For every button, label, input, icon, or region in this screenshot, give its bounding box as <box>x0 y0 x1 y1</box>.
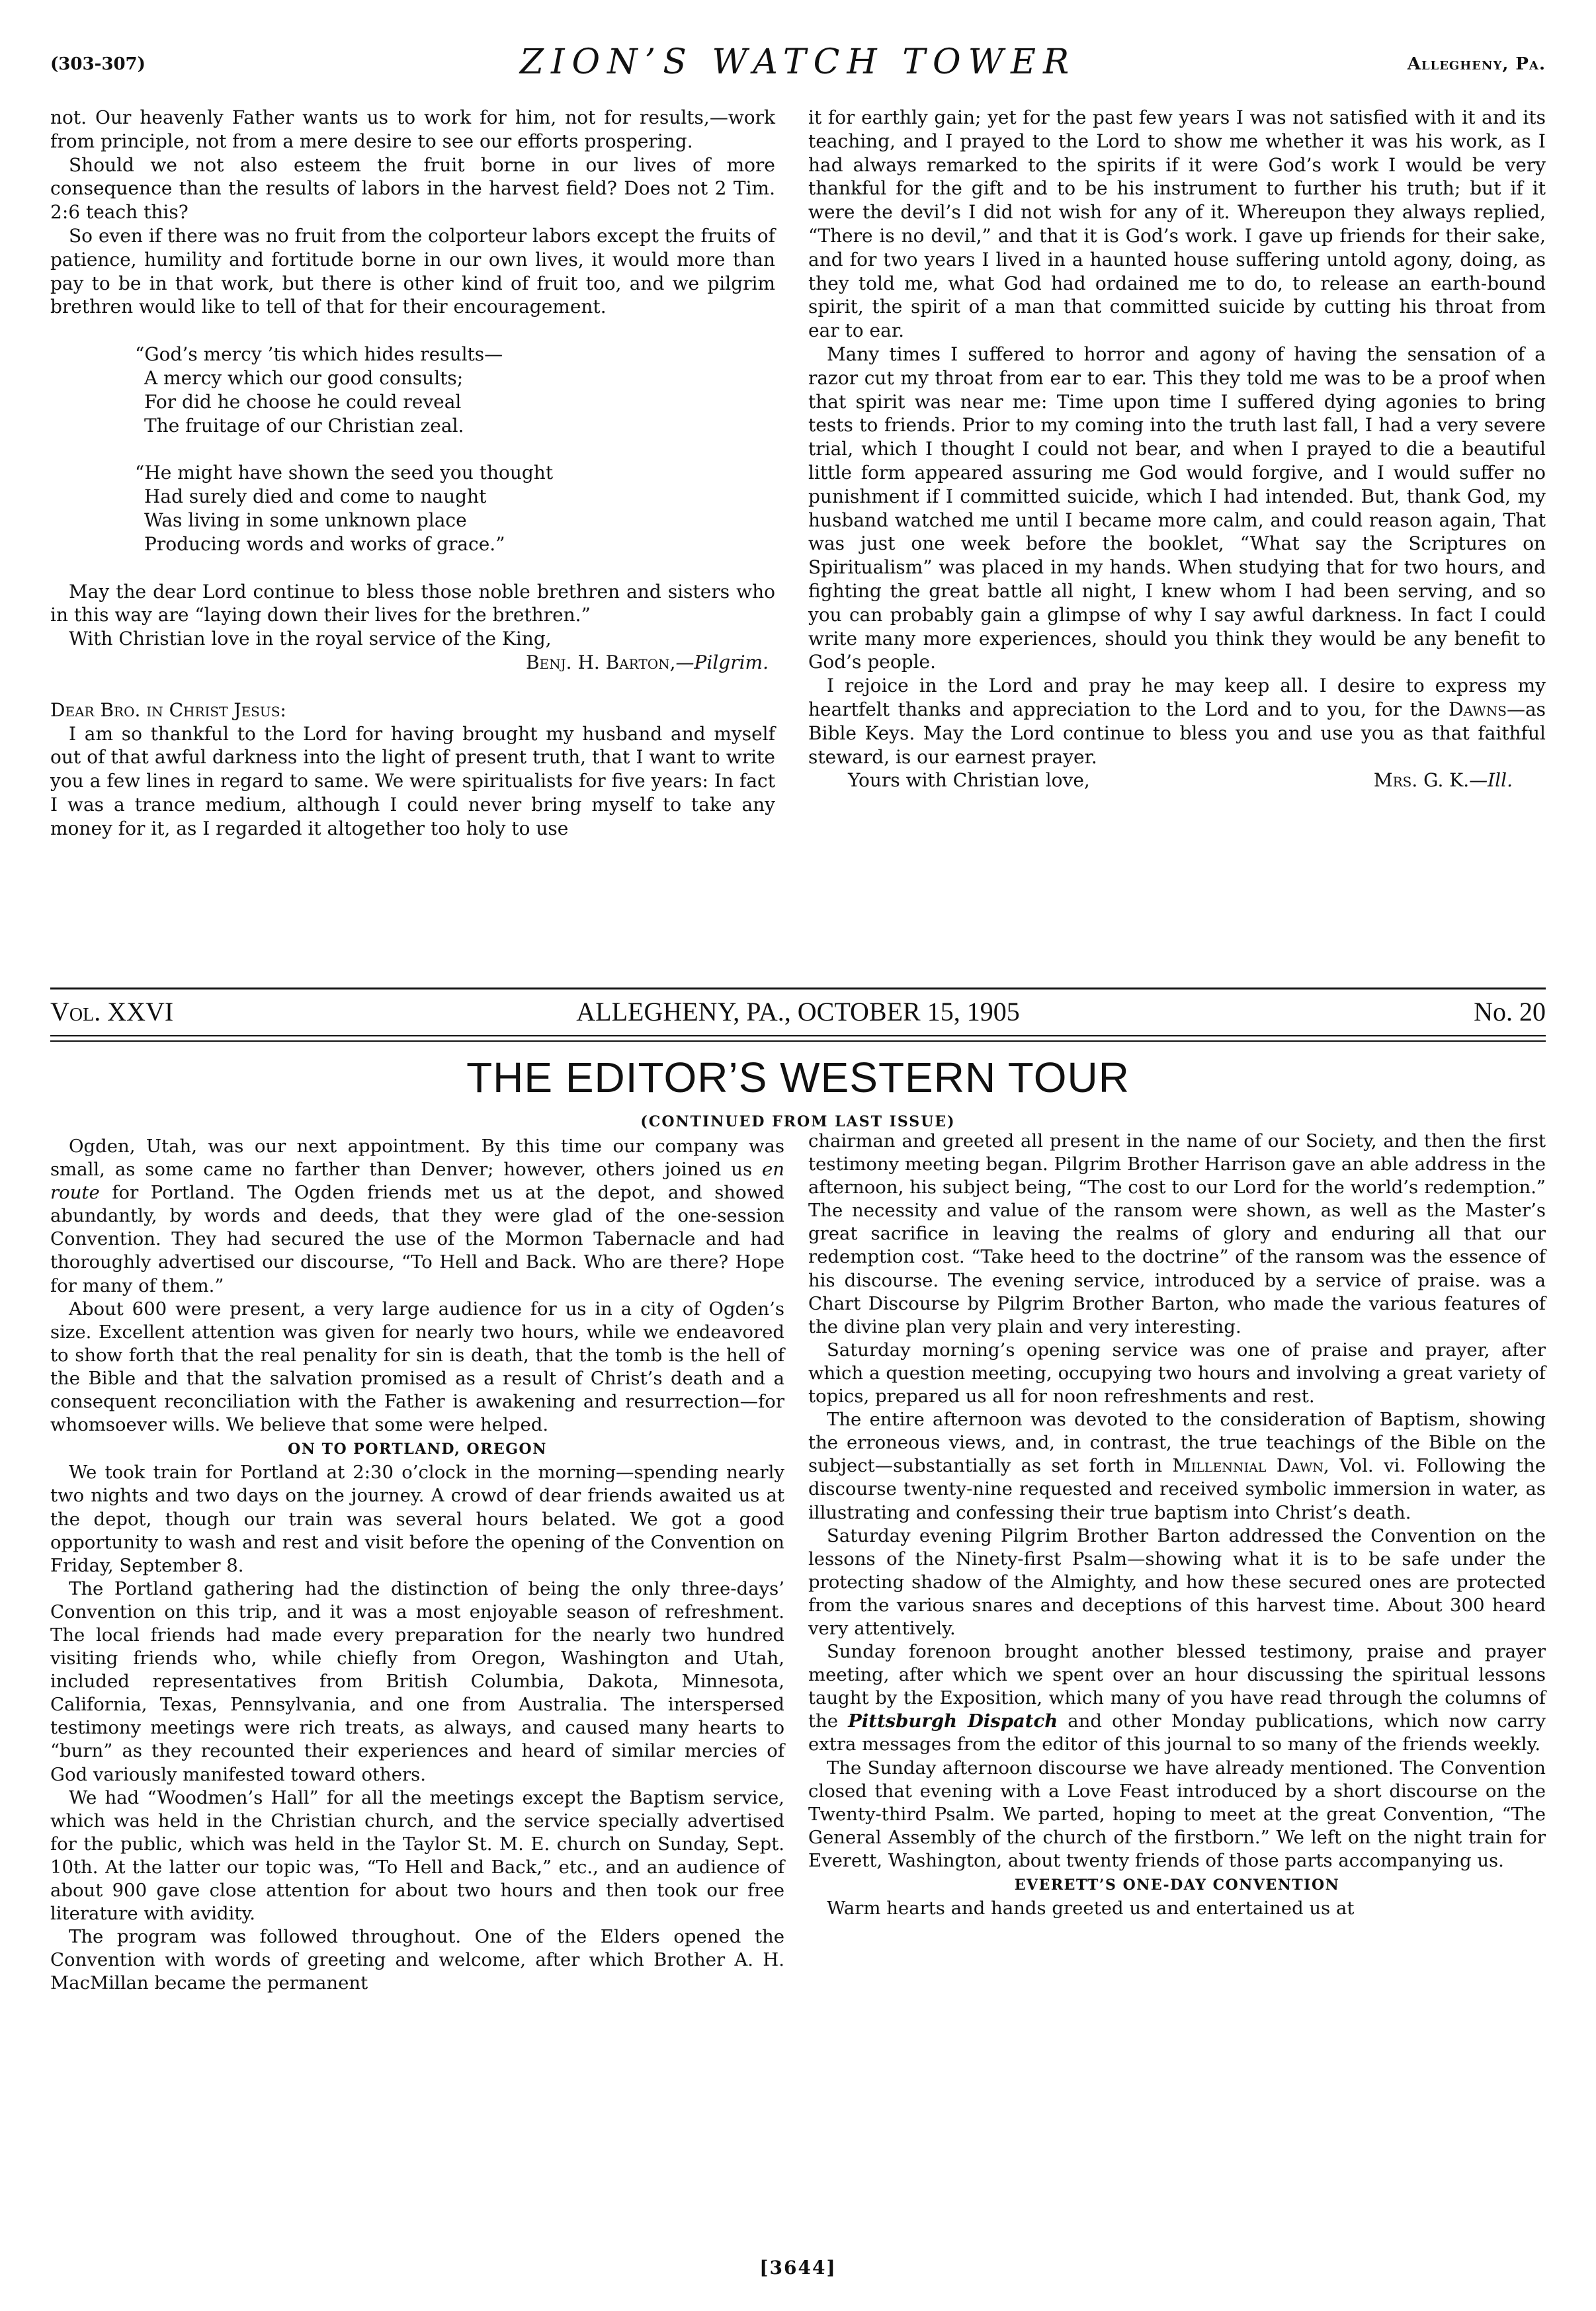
poem-line: The fruitage of our Christian zeal. <box>144 414 464 437</box>
paragraph: Warm hearts and hands greeted us and entertained us at <box>827 1898 1355 1919</box>
poem-line: Had surely died and come to naught <box>144 485 487 508</box>
running-head <box>50 42 1546 82</box>
paragraph: With Christian love in the royal service of the King, <box>69 628 552 650</box>
paragraph <box>808 1408 1546 1524</box>
paragraph: Many times I suffered to horror and agony of having the sensation of a razor cut my throat from ear to ear. This they told me was to be a proof when that spirit was near me: Time upon time I suffered dying agonies to bring tests to friends. Prior to my coming into the truth last fall, I had a very severe trial, which I thought I could not bear, and when I prayed to die a beautiful little form appeared assuring me God would forgive, and I would suffer no punishment if I committed suicide, which I had intended. But, thank God, my husband watched me until I became more calm, and could reason again, That was just one week before the booklet, “What say the Scriptures on Spiritualism” was placed in my hands. When studying that for two hours, and fighting the great battle all night, I knew whom I had been serving, and so you can probably gain a glimpse of why I say awful darkness. In fact I could write many more experiences, should you think they would be any benefit to God’s people. <box>808 343 1546 673</box>
book-title: Millennial Dawn <box>1172 1455 1324 1477</box>
dateline: ALLEGHENY, PA., OCTOBER 15, 1905 <box>576 997 1020 1027</box>
letter-column-right <box>808 106 1546 792</box>
paragraph: The Sunday afternoon discourse we have already mentioned. The Convention closed that evening with a Love Feast introduced by a short discourse on the Twenty-third Psalm. We parted, hoping to meet at the great Convention, “The General Assembly of the church of the firstborn.” We left on the night train for Everett, Washington, about twenty friends of those parts accompanying us. <box>808 1757 1546 1871</box>
paragraph: So even if there was no fruit from the colporteur labors except the fruits of patience, humility and fortitude borne in our own lives, it would more than pay to be in that work, but there is other kind of fruit too, and we pilgrim brethren would like to tell of that for their encouragement. <box>50 224 775 318</box>
dawns-title: Dawns <box>1449 698 1507 720</box>
paragraph: Should we not also esteem the fruit borne in our lives of more consequence than the results of labors in the harvest field? Does not 2 Tim. 2:6 teach this? <box>50 153 775 224</box>
article-column-right <box>808 1130 1546 1920</box>
paragraph: it for earthly gain; yet for the past few years I was not satisfied with it and its teaching, and I prayed to the Lord to show me whether it was his work, as I had always remarked to the spirits if it were God’s work I would be very thankful for the gift and to be his instrument to further his truth; but if it were the devil’s I did not wish for any of it. Whereupon they always replied, “There is no devil,” and that it is God’s work. I gave up friends for their sake, and for two years I lived in a haunted house suffering untold agony, doing, as they told me, what God had ordained me to do, to release an earth-bound spirit, the spirit of a man that committed suicide by cutting his throat from ear to ear. <box>808 106 1546 342</box>
salutation: Dear Bro. in Christ Jesus: <box>50 698 286 721</box>
signature-role: —Pilgrim. <box>675 651 769 673</box>
poem-stanza <box>135 343 775 437</box>
page-range: (303-307) <box>50 54 146 74</box>
paragraph: May the dear Lord continue to bless those noble brethren and sisters who in this way are “laying down their lives for the brethren.” <box>50 580 775 626</box>
issue-number: No. 20 <box>1474 997 1546 1027</box>
paragraph: chairman and greeted all present in the name of our Society, and then the first testimony meeting began. Pilgrim Brother Harrison gave an able address in the afternoon, his subject being, “The cost to our Lord for the world’s redemption.” The necessity and value of the ransom were shown, as well as the Master’s great sacrifice in leaving the realms of glory and enduring all that our redemption cost. “Take heed to the doctrine” of the ransom was the essence of his discourse. The evening service, introduced by a service of praise. was a Chart Discourse by Pilgrim Brother Barton, who made the various features of the divine plan very plain and very interesting. <box>808 1130 1546 1337</box>
paragraph <box>808 674 1546 769</box>
closing-signature <box>1374 769 1513 792</box>
text-run: for Portland. The Ogden friends met us at the depot, and showed abundantly, by words and deeds, that they were glad of the one-session Convention. They had secured the use of the Mormon Tabernacle and had thoroughly advertised our discourse, “To Hell and Back. Who are there? Hope for many of them.” <box>50 1182 784 1296</box>
paragraph <box>50 1135 784 1298</box>
poem-line: Was living in some unknown place <box>144 509 467 531</box>
poem-line: “He might have shown the seed you thought <box>135 462 554 484</box>
poem-line: For did he choose he could reveal <box>144 390 462 413</box>
article-subtitle: (CONTINUED FROM LAST ISSUE) <box>640 1113 956 1130</box>
masthead <box>50 992 1546 1032</box>
article-column-left <box>50 1135 784 1995</box>
page-number: [3644] <box>759 2257 837 2279</box>
text-run: , Vol. vi. Following the discourse twenty-nine requested and received symbolic immersion in water, as illustrating and confessing their true baptism into Christ’s death. <box>808 1455 1546 1523</box>
text-run: and other Monday publications, which now carry extra messages from the editor of this journal to so many of the friends weekly. <box>808 1710 1546 1755</box>
volume-label: Vol. XXVI <box>50 997 174 1027</box>
paragraph: We took train for Portland at 2:30 o’clock in the morning—spending nearly two nights and two days on the journey. A crowd of dear friends awaited us at the depot, though our train was several hours belated. We got a good opportunity to wash and rest and visit before the opening of the Convention on Friday, September 8. <box>50 1462 784 1576</box>
article-title: THE EDITOR’S WESTERN TOUR <box>466 1054 1130 1101</box>
paragraph: About 600 were present, a very large audience for us in a city of Ogden’s size. Excellent attention was given for nearly two hours, while we endeavored to show forth that the real penality for sin is death, that the tomb is the hell of the Bible and that the salvation promised as a result of Christ’s death and a consequent reconciliation with the Father is awakening and resurrection—for whomsoever wills. We believe that some were helped. <box>50 1298 784 1436</box>
section-heading: ON TO PORTLAND, OREGON <box>288 1441 547 1458</box>
divider <box>50 987 1546 989</box>
section-heading: EVERETT’S ONE-DAY CONVENTION <box>1014 1876 1340 1894</box>
paragraph: Saturday evening Pilgrim Brother Barton addressed the Convention on the lessons of the Ninety-first Psalm—showing what it is to be safe under the protecting shadow of the Almighty, and how these secured ones are protected from the various snares and deceptions of this harvest time. About 300 heard very attentively. <box>808 1525 1546 1639</box>
letter-column-left <box>50 106 775 841</box>
paragraph: I am so thankful to the Lord for having brought my husband and myself out of that awful darkness into the light of present truth, that I want to write you a few lines in regard to same. We were spiritualists for five years: In fact I was a trance medium, although I could never bring myself to take any money for it, as I regarded it altogether too holy to use <box>50 722 775 839</box>
signature <box>50 651 775 675</box>
paragraph: We had “Woodmen’s Hall” for all the meetings except the Baptism service, which was held in the Christian church, and the service specially advertised for the public, which was held in the Taylor St. M. E. church on Sunday, Sept. 10th. At the latter our topic was, “To Hell and Back,” etc., and an audience of about 900 gave close attention for about two hours and then took our free literature with avidity. <box>50 1786 784 1925</box>
poem-line: “God’s mercy ’tis which hides results— <box>135 343 503 366</box>
poem-stanza <box>135 461 775 556</box>
poem-line: A mercy which our good consults; <box>144 366 464 389</box>
text-run: Ogden, Utah, was our next appointment. By this time our company was small, as some came no farther than Denver; however, others joined us <box>50 1136 784 1181</box>
paragraph: The Portland gathering had the distinction of being the only three-days’ Convention on this trip, and it was a most enjoyable season of refreshment. The local friends had made every preparation for the nearly two hundred visiting friends who, while chiefly from Oregon, Washington and Utah, included representatives from British Columbia, Dakota, Minnesota, California, Texas, Pennsylvania, and one from Australia. The interspersed testimony meetings were rich treats, as always, and caused many hearts to “burn” as they recounted their experiences and heard of similar mercies of God variously manifested toward others. <box>50 1577 784 1785</box>
newspaper-title: Pittsburgh Dispatch <box>848 1710 1058 1732</box>
text-run: The entire afternoon was devoted to the consideration of Baptism, showing the erroneous views, and, in contrast, the true teachings of the Bible on the subject—substantially as set forth in <box>808 1409 1546 1477</box>
paragraph <box>808 1640 1546 1756</box>
italic-phrase: en route <box>50 1159 784 1204</box>
publication-place: Allegheny, Pa. <box>1407 54 1546 74</box>
closing-place: —Ill. <box>1469 769 1513 792</box>
divider <box>50 1035 1546 1042</box>
text-run: —as Bible Keys. May the Lord continue to bless you and use you as that faithful steward, is our earnest prayer. <box>808 698 1546 768</box>
poem <box>135 343 775 556</box>
poem-line: Producing words and works of grace.” <box>144 532 505 555</box>
paragraph: not. Our heavenly Father wants us to work for him, not for results,—work from principle, not from a mere desire to see our efforts prospering. <box>50 106 775 152</box>
journal-title: ZION’S WATCH TOWER <box>519 42 1077 82</box>
text-run: Sunday forenoon brought another blessed testimony, praise and prayer meeting, after which we spent over an hour discussing the spiritual lessons taught by the Exposition, which many of you have read through the columns of the <box>808 1641 1546 1732</box>
paragraph: Saturday morning’s opening service was one of praise and prayer, after which a question meeting, occupying two hours and involving a great variety of topics, prepared us all for noon refreshments and rest. <box>808 1339 1546 1408</box>
closing-text: Yours with Christian love, <box>848 769 1090 792</box>
signature-name: Benj. H. Barton, <box>525 651 676 673</box>
paragraph: The program was followed throughout. One of the Elders opened the Convention with words of greeting and welcome, after which Brother A. H. MacMillan became the permanent <box>50 1926 784 1994</box>
closing-name: Mrs. G. K. <box>1373 769 1470 792</box>
letter-closing <box>808 769 1546 792</box>
text-run: I rejoice in the Lord and pray he may keep all. I desire to express my heartfelt thanks and appreciation to the Lord and to you, for the <box>808 675 1546 720</box>
